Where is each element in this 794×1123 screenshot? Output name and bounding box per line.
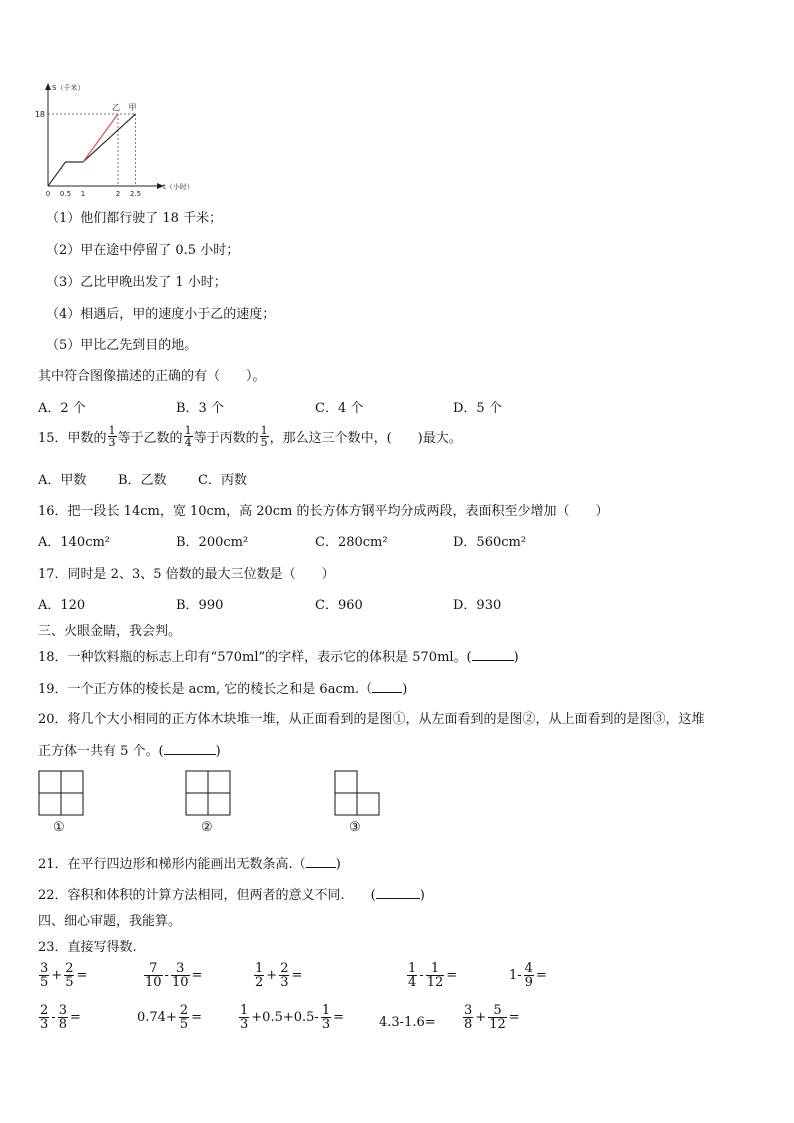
- denominator: 8: [58, 1017, 67, 1032]
- denominator: 5: [40, 975, 49, 990]
- numerator: 4: [524, 961, 533, 976]
- answer-blank[interactable]: [376, 888, 420, 899]
- calc-expression: [253, 962, 303, 989]
- numerator: 7: [144, 962, 163, 976]
- fraction: [184, 425, 193, 448]
- distance-time-chart: [30, 78, 194, 198]
- fraction: [171, 962, 190, 989]
- q17-option-d: D．930: [453, 598, 502, 613]
- calc-expression: [238, 1004, 345, 1031]
- equals-sign: =: [446, 968, 458, 983]
- q14-item-4: （4）相遇后，甲的速度小于乙的速度；: [46, 307, 276, 322]
- x-tick-label: 1: [80, 190, 86, 198]
- numerator: 2: [179, 1003, 189, 1018]
- close-paren: ): [419, 888, 425, 903]
- q18-statement: [38, 646, 519, 665]
- y-axis-label: S（千米）: [52, 84, 85, 92]
- q14-item-1: （1）他们都行驶了 18 千米；: [46, 211, 223, 226]
- close-paren: ): [335, 857, 341, 872]
- denominator: 3: [280, 975, 289, 990]
- x-tick-label: 2.5: [129, 190, 142, 198]
- q14-option-d: D．5 个: [453, 401, 502, 416]
- fraction: [321, 1004, 331, 1031]
- q17-option-c: C．960: [315, 598, 363, 613]
- denominator: 12: [426, 975, 444, 990]
- q15-option-c: C．丙数: [198, 473, 247, 488]
- equals-sign: =: [191, 968, 203, 983]
- x-tick-label: 0.5: [59, 190, 72, 198]
- fraction: [488, 1004, 507, 1031]
- numerator: 3: [464, 1003, 473, 1018]
- fraction: [64, 962, 74, 989]
- equals-sign: =: [76, 968, 88, 983]
- q17-option-b: B．990: [176, 598, 224, 613]
- series-label: 乙: [112, 103, 120, 112]
- denominator: 4: [184, 436, 192, 449]
- operator: +: [51, 968, 63, 983]
- denominator: 12: [489, 1017, 506, 1032]
- numerator: 1: [426, 962, 445, 976]
- q15-mid1: 等于乙数的: [117, 431, 183, 446]
- fraction: [39, 1004, 49, 1031]
- q20-text: 正方体一共有 5 个。(: [38, 744, 164, 759]
- q15-prefix: 15．甲数的: [38, 431, 107, 446]
- section-4-heading: 四、细心审题，我能算。: [38, 914, 182, 929]
- answer-blank[interactable]: [164, 744, 216, 755]
- fraction: [279, 962, 289, 989]
- equals-sign: =: [291, 968, 303, 983]
- q23-title: 23．直接写得数.: [38, 940, 137, 955]
- denominator: 3: [108, 436, 116, 449]
- q21-text: 21．在平行四边形和梯形内能画出无数条高.（: [38, 857, 306, 872]
- numerator: 3: [171, 962, 190, 976]
- answer-blank[interactable]: [472, 650, 514, 661]
- fraction: [426, 962, 445, 989]
- operator: +0.5+0.5-: [251, 1010, 319, 1025]
- calc-expression: [462, 1004, 521, 1031]
- close-paren: ): [402, 682, 408, 697]
- fraction: [39, 962, 49, 989]
- denominator: 3: [40, 1017, 49, 1032]
- operator: -: [51, 1010, 56, 1025]
- numerator: 2: [40, 1003, 49, 1018]
- close-paren: ): [215, 744, 221, 759]
- fraction: [179, 1004, 189, 1031]
- equals-sign: =: [333, 1010, 344, 1025]
- q15-option-a: A．甲数: [38, 473, 87, 488]
- denominator: 5: [179, 1017, 189, 1032]
- denominator: 10: [171, 975, 189, 990]
- y-axis-arrow: [45, 83, 51, 90]
- denominator: 5: [260, 436, 268, 449]
- equals-sign: =: [535, 968, 547, 983]
- q14-option-b: B．3 个: [176, 401, 224, 416]
- q20-line1: 20．将几个大小相同的正方体木块堆一堆，从正面看到的是图①，从左面看到的是图②，从上面看到的是图③，这堆: [38, 712, 705, 727]
- numerator: 1: [321, 1003, 331, 1018]
- fraction: [239, 1004, 249, 1031]
- denominator: 3: [240, 1017, 249, 1032]
- x-tick-label: 0: [45, 190, 51, 198]
- operator: +: [475, 1010, 487, 1025]
- denominator: 4: [408, 975, 417, 990]
- operator: -: [419, 968, 424, 983]
- numerator: 5: [488, 1004, 507, 1018]
- answer-blank[interactable]: [372, 682, 402, 693]
- equals-sign: =: [508, 1010, 520, 1025]
- x-axis-label: t（小时）: [163, 183, 194, 191]
- denominator: 10: [145, 975, 162, 990]
- fraction: [58, 1004, 68, 1031]
- series-line: [83, 114, 118, 162]
- q15-option-b: B．乙数: [118, 473, 167, 488]
- q14-item-2: （2）甲在途中停留了 0.5 小时；: [46, 243, 240, 258]
- q16-option-d: D．560cm²: [453, 535, 527, 550]
- calc-expression: [143, 962, 203, 989]
- operator: +: [266, 968, 278, 983]
- numerator: 1: [108, 424, 116, 437]
- fraction: [254, 962, 264, 989]
- figure-front-view: [38, 770, 86, 818]
- q16-option-b: B．200cm²: [176, 535, 249, 550]
- figure-left-view: [185, 770, 233, 818]
- q15-question: [38, 425, 462, 448]
- calc-expression: [508, 962, 548, 989]
- section-3-heading: 三、火眼金睛，我会判。: [38, 624, 182, 639]
- denominator: 5: [65, 975, 74, 990]
- fraction: [524, 962, 534, 989]
- expression-prefix: 0.74+: [137, 1010, 177, 1025]
- numerator: 1: [260, 424, 268, 437]
- q19-text: 19．一个正方体的棱长是 acm, 它的棱长之和是 6acm.（: [38, 682, 373, 697]
- calc-expression: [136, 1004, 203, 1031]
- figure-3-label: ③: [349, 820, 361, 835]
- q14-option-a: A．2 个: [38, 401, 86, 416]
- q22-text: 22．容积和体积的计算方法相同，但两者的意义不同. (: [38, 888, 376, 903]
- calc-expression: [406, 962, 458, 989]
- fraction: [144, 962, 163, 989]
- series-label: 甲: [128, 103, 137, 112]
- denominator: 9: [524, 975, 533, 990]
- operator: -: [164, 968, 169, 983]
- q14-option-c: C．4 个: [315, 401, 364, 416]
- q14-item-5: （5）甲比乙先到目的地。: [46, 338, 198, 353]
- numerator: 1: [184, 424, 192, 437]
- equals-sign: =: [191, 1010, 203, 1025]
- denominator: 8: [464, 1017, 473, 1032]
- denominator: 2: [255, 975, 264, 990]
- calc-expression: [38, 962, 88, 989]
- numerator: 3: [40, 961, 49, 976]
- numerator: 1: [240, 1003, 249, 1018]
- fraction: [108, 425, 117, 448]
- q22-statement: [38, 884, 425, 903]
- q14-item-3: （3）乙比甲晚出发了 1 小时；: [46, 275, 227, 290]
- calc-expression: [38, 1004, 82, 1031]
- q20-line2: [38, 740, 221, 759]
- q16-question: 16．把一段长 14cm，宽 10cm，高 20cm 的长方体方钢平均分成两段，表面积至少增加（ ）: [38, 504, 609, 519]
- fraction: [407, 962, 417, 989]
- q17-question: 17．同时是 2、3、5 倍数的最大三位数是（ ）: [38, 567, 335, 582]
- y-tick-label: 18: [34, 110, 45, 119]
- figure-top-view: [334, 770, 382, 818]
- expression-text: 4.3-1.6=: [379, 1015, 436, 1030]
- x-tick-label: 2: [115, 190, 121, 198]
- numerator: 2: [65, 961, 74, 976]
- answer-blank[interactable]: [306, 857, 336, 868]
- numerator: 3: [58, 1003, 67, 1018]
- figure-2-label: ②: [201, 820, 213, 835]
- close-paren: ): [513, 650, 519, 665]
- numerator: 1: [408, 961, 417, 976]
- fraction: [260, 425, 269, 448]
- figure-1-label: ①: [53, 820, 65, 835]
- numerator: 2: [280, 961, 289, 976]
- numerator: 1: [255, 961, 264, 976]
- q17-option-a: A．120: [38, 598, 86, 613]
- calc-expression: [378, 1015, 437, 1030]
- q14-question: 其中符合图像描述的正确的有（ ）。: [38, 369, 266, 384]
- equals-sign: =: [69, 1010, 81, 1025]
- expression-prefix: 1-: [509, 968, 522, 983]
- denominator: 3: [321, 1017, 331, 1032]
- fraction: [463, 1004, 473, 1031]
- q15-suffix: ，那么这三个数中，( )最大。: [269, 431, 462, 446]
- q15-mid2: 等于丙数的: [193, 431, 259, 446]
- q19-statement: [38, 678, 407, 697]
- q21-statement: [38, 853, 341, 872]
- q16-option-c: C．280cm²: [315, 535, 388, 550]
- q16-option-a: A．140cm²: [38, 535, 111, 550]
- q18-text: 18．一种饮料瓶的标志上印有“570ml”的字样，表示它的体积是 570ml。(: [38, 650, 472, 665]
